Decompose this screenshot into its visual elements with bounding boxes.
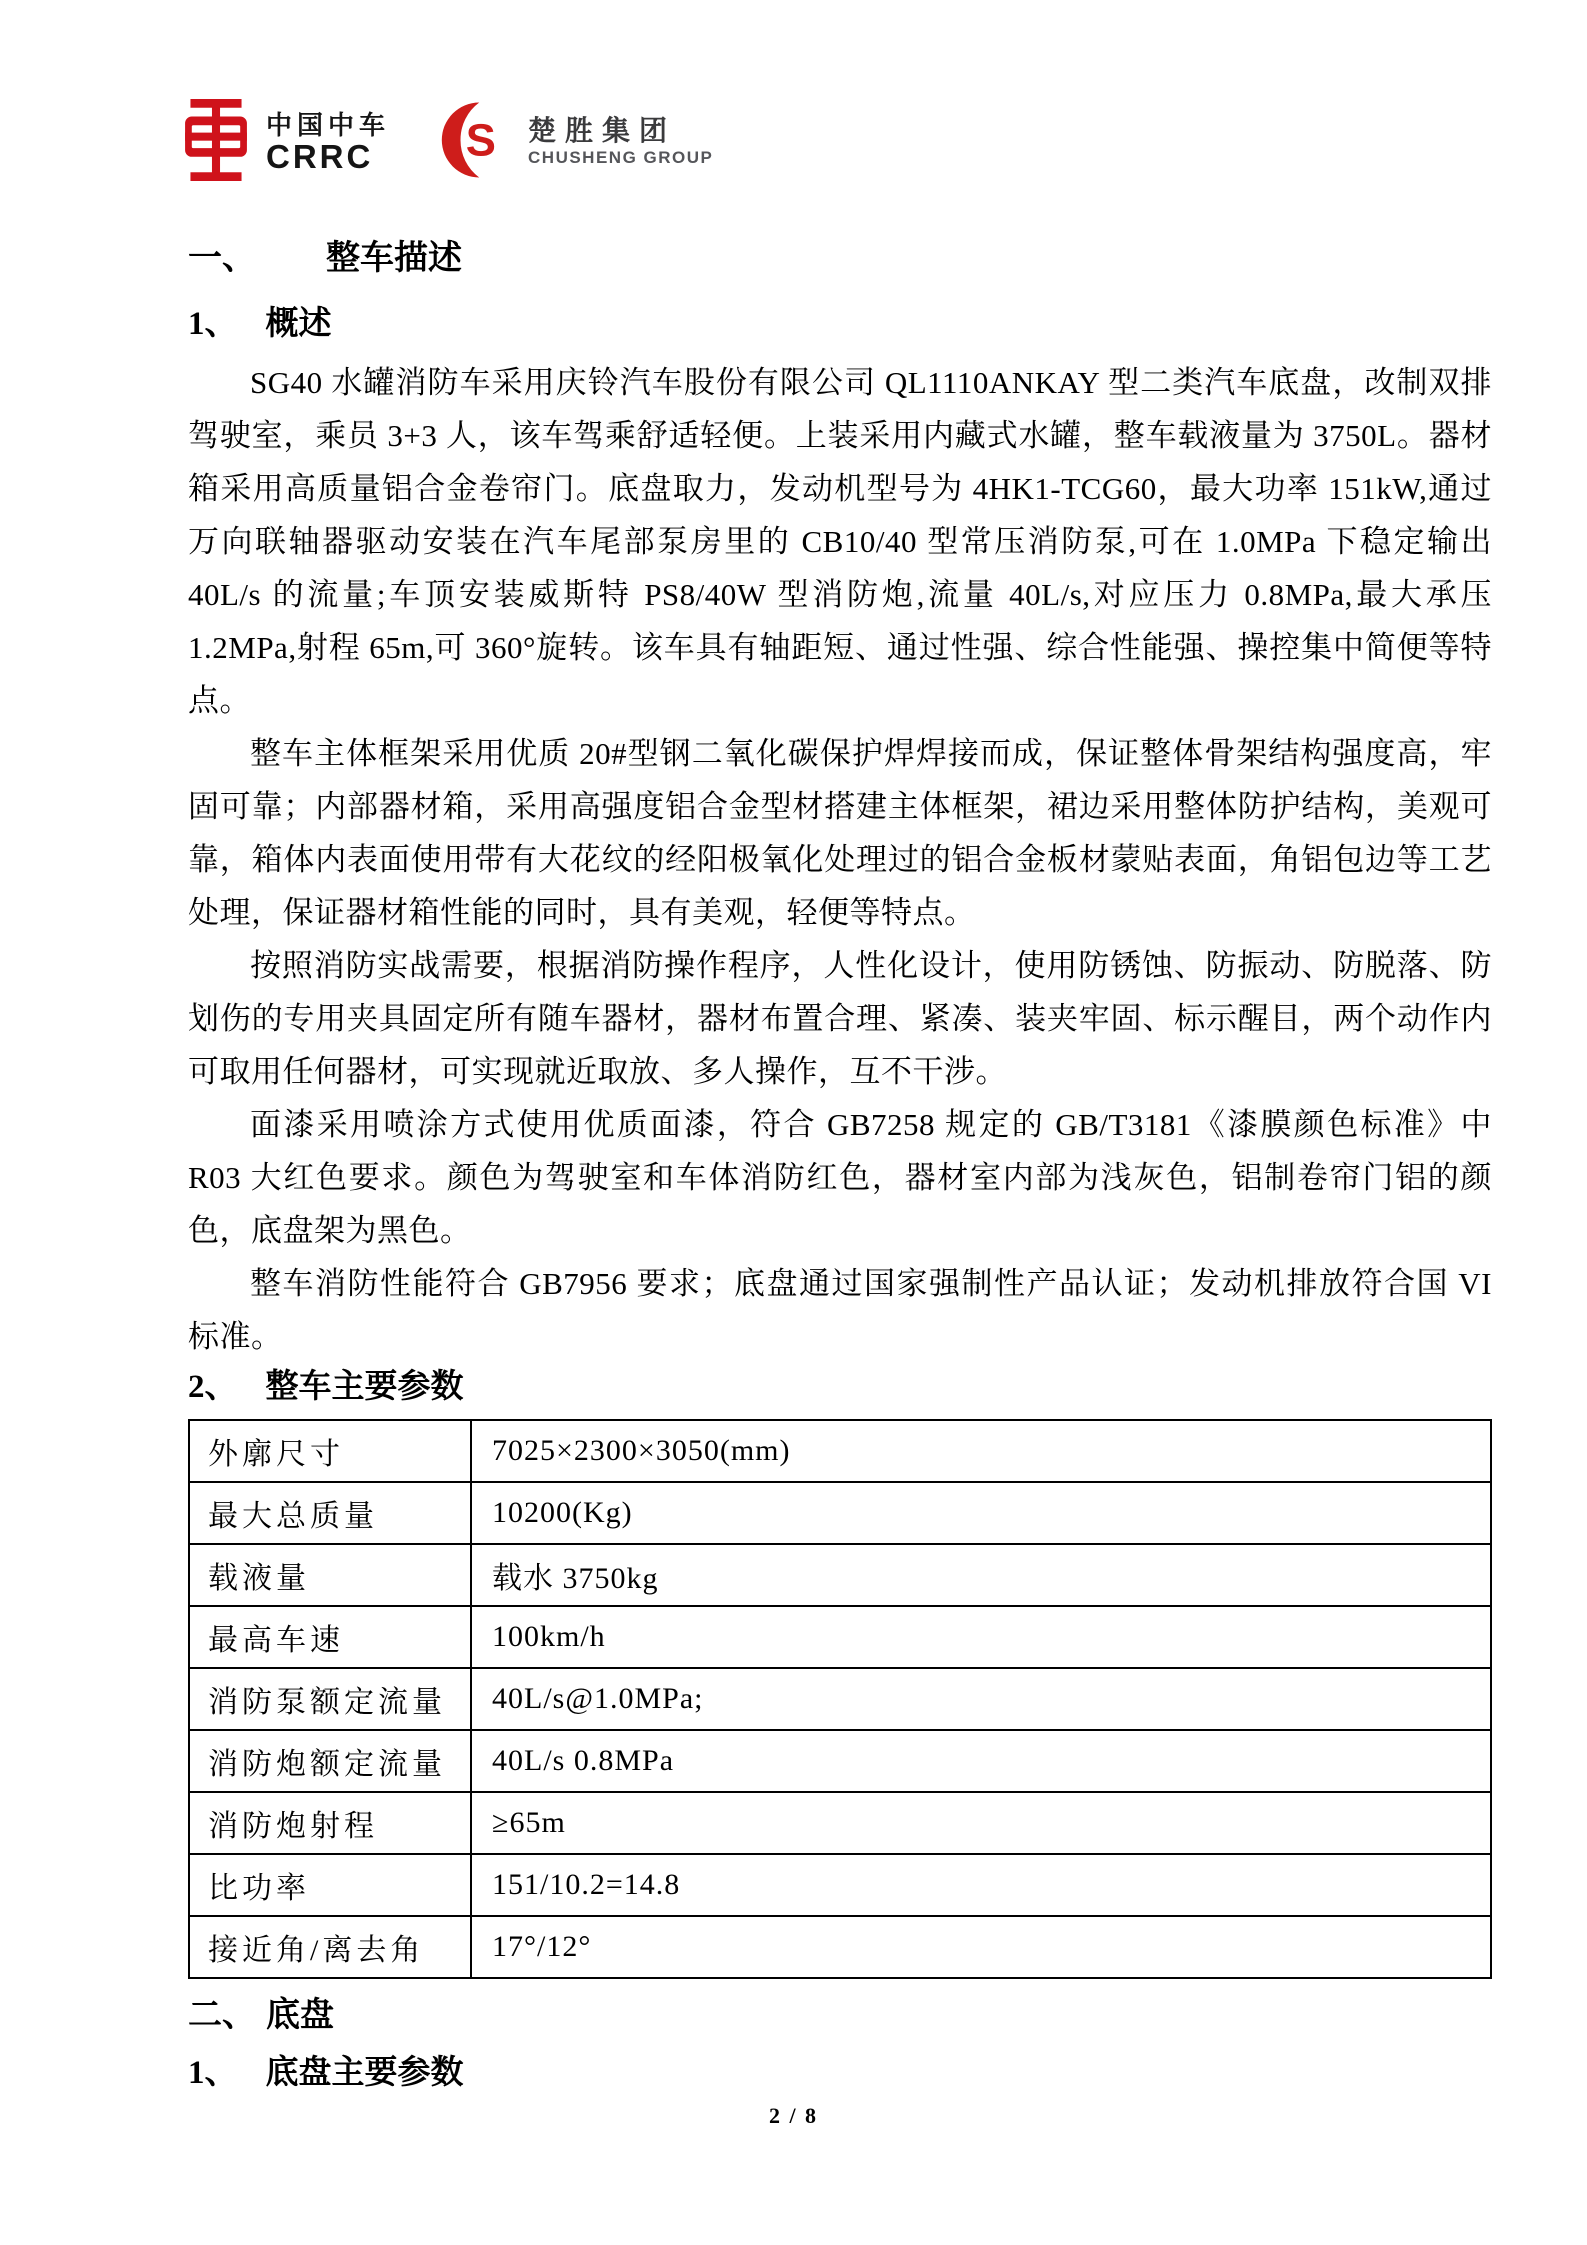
param-value: 17°/12°: [471, 1916, 1491, 1978]
svg-text:S: S: [465, 114, 496, 166]
page-number: 2 / 8: [768, 2103, 819, 2128]
paragraph-4: 面漆采用喷涂方式使用优质面漆，符合 GB7258 规定的 GB/T3181《漆膜颜色标准》中 R03 大红色要求。颜色为驾驶室和车体消防红色，器材室内部为浅灰色，铝制卷帘门铝的颜色，底盘架为黑色。: [188, 1107, 1492, 1248]
chusheng-logo-en: CHUSHENG GROUP: [528, 148, 714, 167]
params-title: 整车主要参数: [265, 1369, 464, 1405]
overview-title: 概述: [265, 306, 332, 342]
table-row: [189, 1544, 1491, 1606]
table-row: [189, 1606, 1491, 1668]
param-label: 最高车速: [189, 1606, 471, 1668]
params-marker: 2、: [188, 1369, 238, 1405]
table-row: [189, 1792, 1491, 1854]
chassis-params-title: 底盘主要参数: [265, 2055, 464, 2091]
table-row: [189, 1420, 1491, 1482]
param-value: 40L/s 0.8MPa: [471, 1730, 1491, 1792]
param-value: 10200(Kg): [471, 1482, 1491, 1544]
subsection-params-heading: [188, 1367, 1492, 1407]
param-label: 载液量: [189, 1544, 471, 1606]
param-label: 比功率: [189, 1854, 471, 1916]
crrc-logo-en: CRRC: [266, 138, 374, 175]
page-footer: [0, 2103, 1587, 2129]
section-1-title: 整车描述: [326, 240, 462, 277]
crrc-logo-cn: 中国中车: [266, 110, 391, 140]
chusheng-logo: [434, 101, 713, 184]
param-value: ≥65m: [471, 1792, 1491, 1854]
paragraph-5: 整车消防性能符合 GB7956 要求；底盘通过国家强制性产品认证；发动机排放符合国 VI 标准。: [188, 1266, 1492, 1354]
section-2-marker: 二、: [188, 1997, 256, 2034]
param-value: 7025×2300×3050(mm): [471, 1420, 1491, 1482]
param-label: 接近角/离去角: [189, 1916, 471, 1978]
section-1-heading: [188, 239, 1492, 279]
crrc-emblem-icon: [182, 99, 250, 186]
section-2-heading: [188, 1996, 1492, 2036]
chusheng-emblem-icon: [434, 101, 512, 184]
table-row: [189, 1730, 1491, 1792]
paragraph-1: SG40 水罐消防车采用庆铃汽车股份有限公司 QL1110ANKAY 型二类汽车底盘，改制双排驾驶室，乘员 3+3 人，该车驾乘舒适轻便。上装采用内藏式水罐，整车载液量为 3750L。器材箱采用高质量铝合金卷帘门。底盘取力，发动机型号为 4HK1-TCG60，最大功率 151kW,通过万向联轴器驱动安装在汽车尾部泵房里的 CB10/40 型常压消防泵,可在 1.0MPa 下稳定输出 40L/s 的流量;车顶安装威斯特 PS8/40W 型消防炮,流量 40L/s,对应压力 0.8MPa,最大承压 1.2MPa,射程 65m,可 360°旋转。该车具有轴距短、通过性强、综合性能强、操控集中简便等特点。: [188, 365, 1492, 718]
param-label: 最大总质量: [189, 1482, 471, 1544]
subsection-chassis-params-heading: [188, 2053, 1492, 2093]
param-label: 外廓尺寸: [189, 1420, 471, 1482]
vehicle-parameters-table: [188, 1419, 1492, 1979]
overview-body: [188, 356, 1492, 1363]
section-1-marker: 一、: [188, 240, 256, 277]
paragraph-3: 按照消防实战需要，根据消防操作程序，人性化设计，使用防锈蚀、防振动、防脱落、防划伤的专用夹具固定所有随车器材，器材布置合理、紧凑、装夹牢固、标示醒目，两个动作内可取用任何器材，可实现就近取放、多人操作，互不干涉。: [188, 948, 1492, 1089]
table-row: [189, 1916, 1491, 1978]
param-value: 151/10.2=14.8: [471, 1854, 1491, 1916]
param-value: 载水 3750kg: [471, 1544, 1491, 1606]
param-value: 40L/s@1.0MPa;: [471, 1668, 1491, 1730]
crrc-logo: [182, 99, 390, 186]
param-label: 消防炮额定流量: [189, 1730, 471, 1792]
section-2-title: 底盘: [266, 1997, 334, 2034]
param-label: 消防炮射程: [189, 1792, 471, 1854]
table-row: [189, 1482, 1491, 1544]
param-label: 消防泵额定流量: [189, 1668, 471, 1730]
chassis-params-marker: 1、: [188, 2055, 238, 2091]
table-row: [189, 1668, 1491, 1730]
subsection-overview-heading: [188, 304, 1492, 344]
table-row: [189, 1854, 1491, 1916]
logo-header: [182, 98, 1492, 186]
overview-marker: 1、: [188, 306, 238, 342]
param-value: 100km/h: [471, 1606, 1491, 1668]
paragraph-2: 整车主体框架采用优质 20#型钢二氧化碳保护焊焊接而成，保证整体骨架结构强度高，牢固可靠；内部器材箱，采用高强度铝合金型材搭建主体框架，裙边采用整体防护结构，美观可靠，箱体内表面使用带有大花纹的经阳极氧化处理过的铝合金板材蒙贴表面，角铝包边等工艺处理，保证器材箱性能的同时，具有美观，轻便等特点。: [188, 736, 1492, 930]
chusheng-logo-cn: 楚胜集团: [528, 115, 677, 146]
